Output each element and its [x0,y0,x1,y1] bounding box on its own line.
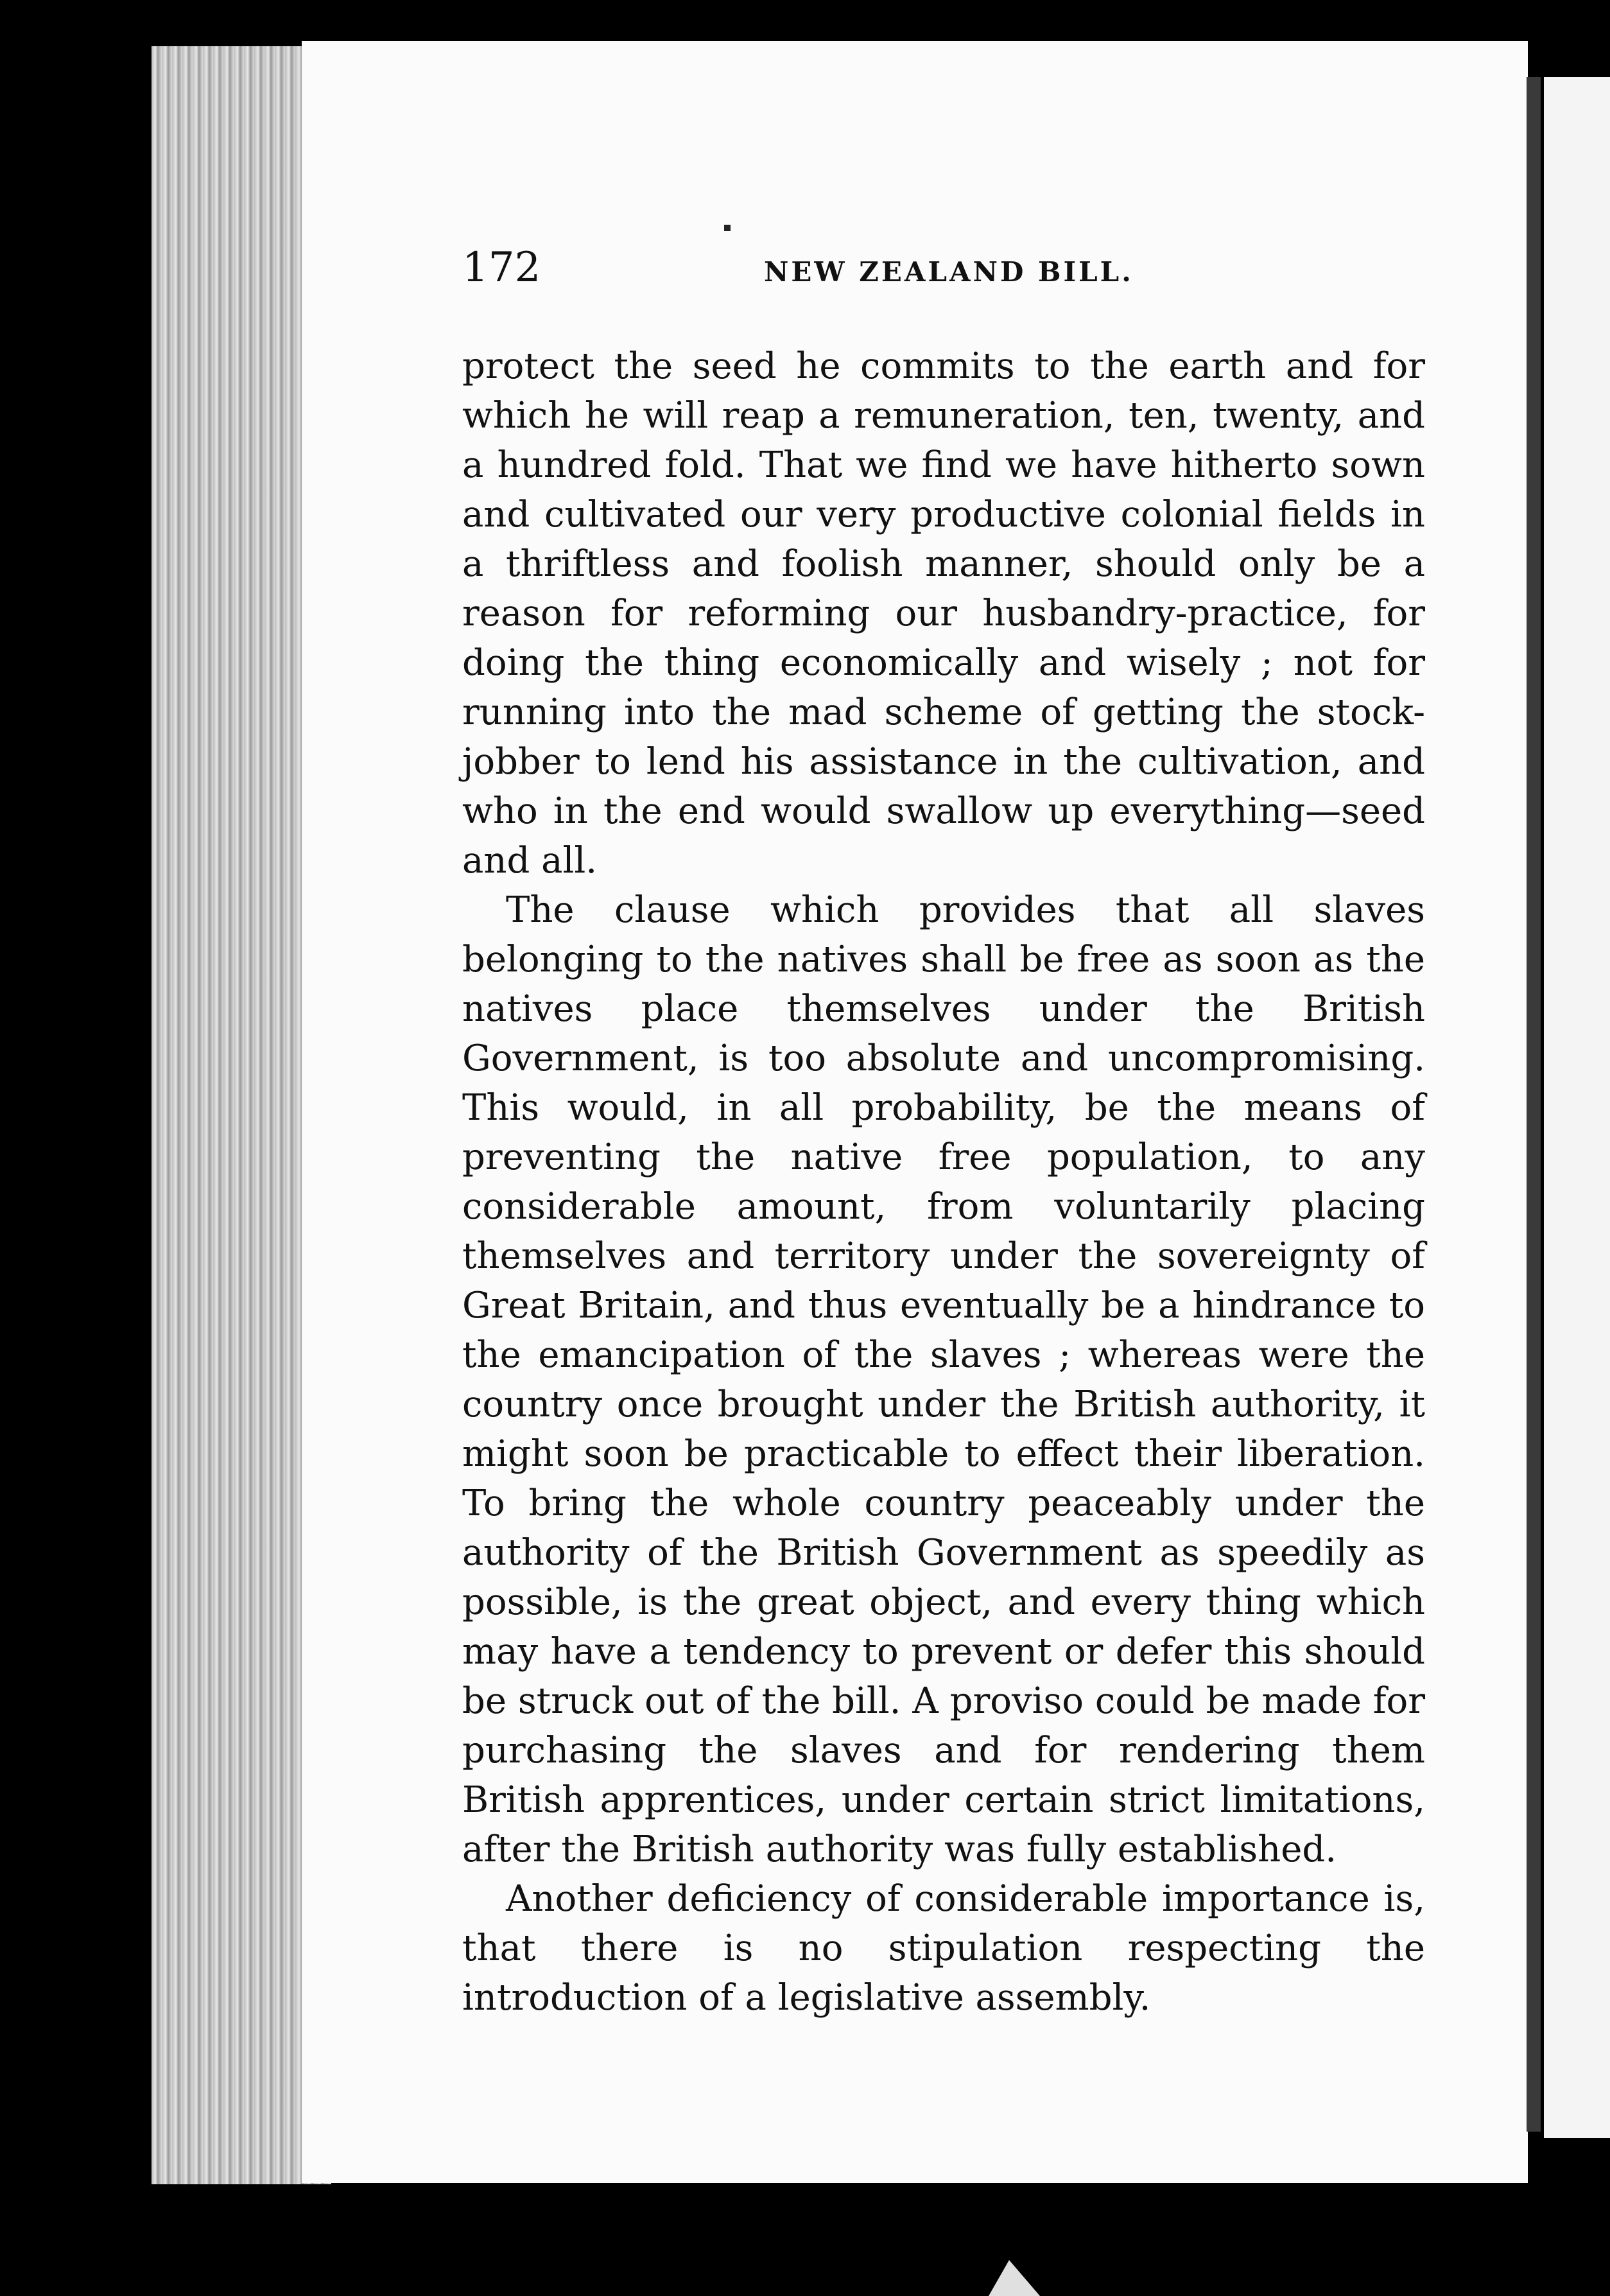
paragraph-legislative-assembly: Another deficiency of considerable importance is, that there is no stipulation respecting the introduction of a legislative assembly. [462,1878,1425,2019]
ink-dot [724,225,731,231]
body-text [462,342,1425,2022]
page-number: 172 [462,244,541,291]
facing-page-shadow [1527,77,1541,2132]
scan-artifact [989,2260,1040,2296]
running-title: NEW ZEALAND BILL. [764,256,1134,288]
facing-page [1544,77,1610,2138]
paragraph-continued: protect the seed he commits to the earth and for which he will reap a remuneration, ten, twenty, and a hundred fold. That we find we have hitherto sown and cultivated our very productive colonial fields in a thriftless and foolish manner, should only be a reason for reforming our husbandry-practice, for doing the thing economically and wisely ; not for running into the mad scheme of getting the stock-jobber to lend his assistance in the cultivation, and who in the end would swallow up everything—seed and all. [462,345,1425,882]
page-header [462,244,1143,311]
paragraph-slaves-clause: The clause which provides that all slaves belonging to the natives shall be free as soon as the natives place themselves under the British Government, is too absolute and uncompromising. This would, in all probability, be the means of preventing the native free population, to any considerable amount, from voluntarily placing themselves and territory under the sovereignty of Great Britain, and thus eventually be a hindrance to the emancipation of the slaves ; whereas were the country once brought under the British authority, it might soon be practicable to effect their liberation. To bring the whole country peaceably under the authority of the British Government as speedily as possible, is the great object, and every thing which may have a tendency to prevent or defer this should be struck out of the bill. A proviso could be made for purchasing the slaves and for rendering them British apprentices, under certain strict limitations, after the British authority was fully established. [462,889,1425,1870]
